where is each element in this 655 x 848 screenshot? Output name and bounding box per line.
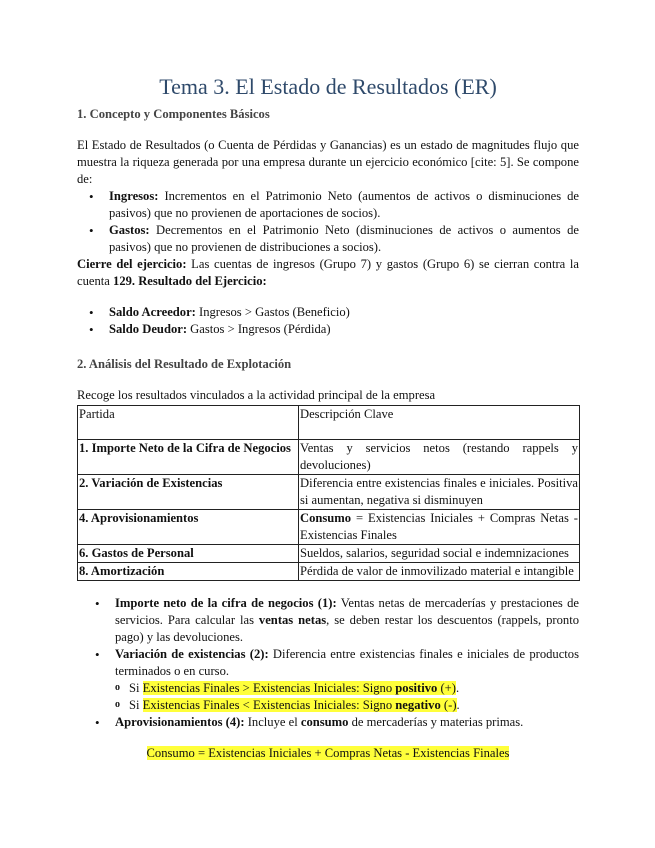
section-1-heading: 1. Concepto y Componentes Básicos [77, 107, 270, 121]
section-2-intro: Recoge los resultados vinculados a la actividad principal de la empresa [77, 388, 436, 402]
components-list [77, 188, 579, 256]
cierre-paragraph: Cierre del ejercicio: Las cuentas de ingresos (Grupo 7) y gastos (Grupo 6) se cierran contra la cuenta 129. Resultado del Ejercicio: [77, 257, 579, 288]
saldos-list [77, 304, 579, 338]
list-item-importe-neto: • Importe neto de la cifra de negocios (1): Ventas netas de mercaderías y prestaciones de servicios. Para calcular las ventas netas, se deben restar los descuentos (rappels, pronto pago) y las devoluciones. [77, 595, 579, 646]
table-row: 4. Aprovisionamientos Consumo = Existencias Iniciales + Compras Netas - Existencias Finales [78, 510, 580, 545]
page-title: Tema 3. El Estado de Resultados (ER) [159, 74, 497, 99]
table-row: 2. Variación de Existencias Diferencia entre existencias finales e iniciales. Positiva si aumentan, negativa si disminuyen [78, 475, 580, 510]
table-row: 8. Amortización Pérdida de valor de inmovilizado material e intangible [78, 563, 580, 581]
list-item-saldo-deudor: • Saldo Deudor: Gastos > Ingresos (Pérdida) [77, 321, 579, 338]
sublist-item-negativo: o Si Existencias Finales < Existencias Iniciales: Signo negativo (-). [77, 697, 579, 714]
table-row: 1. Importe Neto de la Cifra de Negocios Ventas y servicios netos (restando rappels y devoluciones) [78, 440, 580, 475]
list-item-saldo-acreedor: • Saldo Acreedor: Ingresos > Gastos (Beneficio) [77, 304, 579, 321]
list-item-variacion-existencias: • Variación de existencias (2): Diferencia entre existencias finales e iniciales de productos terminados o en curso. o Si Existencias Finales > Existencias Iniciales: Signo positivo (+). o Si Existencias Finales < Existencias Iniciales: Signo negativo (-). [77, 646, 579, 714]
explotacion-notes-list [77, 595, 579, 731]
table-header-descripcion: Descripción Clave [299, 406, 580, 440]
list-item-ingresos: • Ingresos: Incrementos en el Patrimonio Neto (aumentos de activos o disminuciones de pasivos) que no provienen de aportaciones de socios). [77, 188, 579, 222]
consumo-formula: Consumo = Existencias Iniciales + Compras Netas - Existencias Finales [146, 746, 510, 760]
table-header-partida: Partida [78, 406, 299, 440]
explotacion-table [77, 405, 580, 581]
section-2-heading: 2. Análisis del Resultado de Explotación [77, 357, 292, 371]
sublist-item-positivo: o Si Existencias Finales > Existencias Iniciales: Signo positivo (+). [77, 680, 579, 697]
document-page [77, 72, 579, 762]
list-item-gastos: • Gastos: Decrementos en el Patrimonio Neto (disminuciones de activos o aumentos de pasivos) que no provienen de distribuciones a socios). [77, 222, 579, 256]
table-header-row [78, 406, 580, 440]
list-item-aprovisionamientos: • Aprovisionamientos (4): Incluye el consumo de mercaderías y materias primas. [77, 714, 579, 731]
table-row: 6. Gastos de Personal Sueldos, salarios, seguridad social e indemnizaciones [78, 545, 580, 563]
variacion-sublist [77, 680, 579, 714]
section-1-intro: El Estado de Resultados (o Cuenta de Pérdidas y Ganancias) es un estado de magnitudes flujo que muestra la riqueza generada por una empresa durante un ejercicio económico [cite: 5]. Se compone de: [77, 138, 579, 186]
